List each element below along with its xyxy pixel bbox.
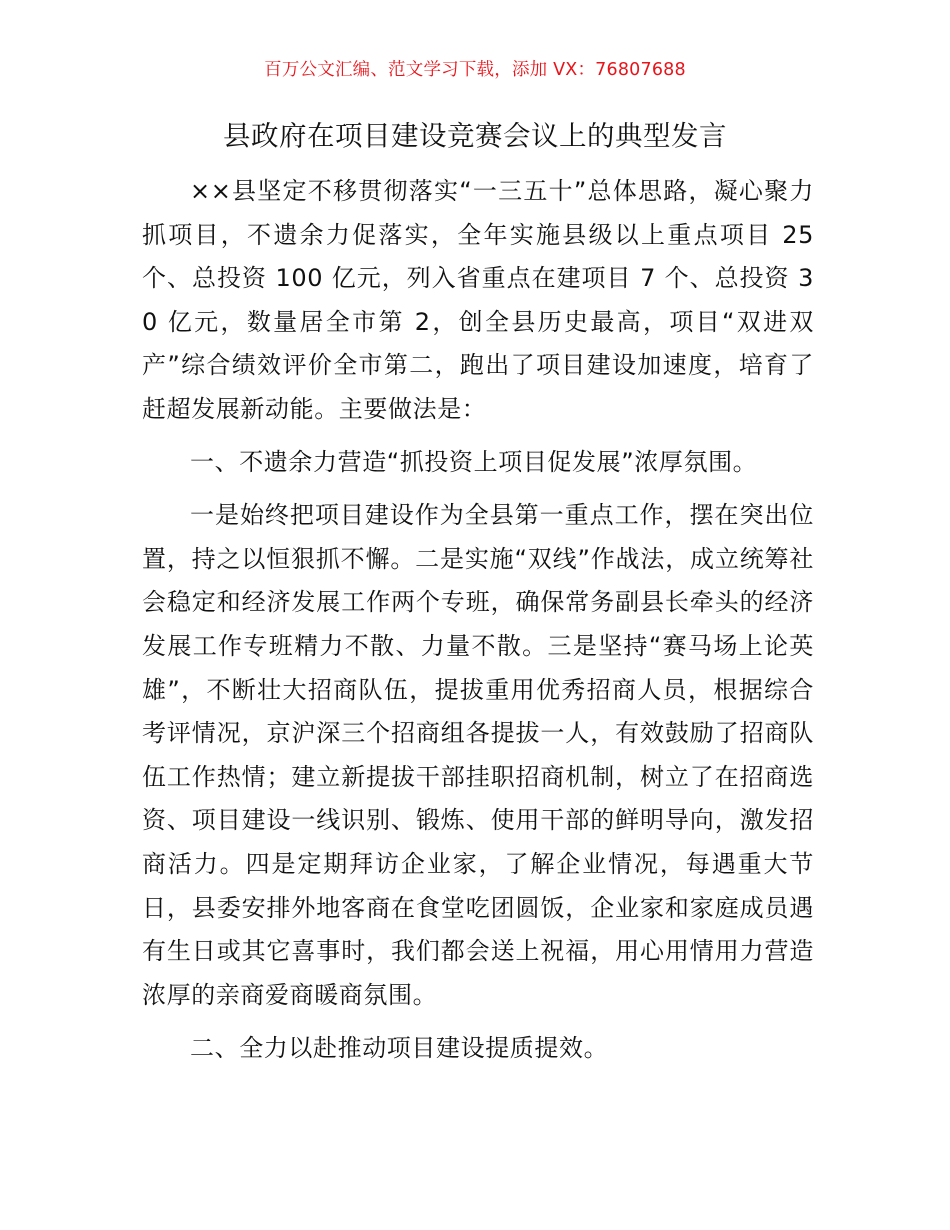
promo-banner: 百万公文汇编、范文学习下载，添加 VX：76807688	[264, 60, 686, 80]
document-title: 县政府在项目建设竞赛会议上的典型发言	[223, 120, 727, 152]
section-heading-2: 二、全力以赴推动项目建设提质提效。	[190, 1034, 609, 1063]
section-heading-1: 一、不遗余力营造“抓投资上项目促发展”浓厚氛围。	[190, 447, 758, 476]
document-body	[142, 170, 814, 1071]
section-1-paragraph: 一是始终把项目建设作为全县第一重点工作，摆在突出位置，持之以恒狠抓不懈。二是实施“双线”作战法，成立统筹社会稳定和经济发展工作两个专班，确保常务副县长牵头的经济发展工作专班精力不散、力量不散。三是坚持“赛马场上论英雄”，不断壮大招商队伍，提拔重用优秀招商人员，根据综合考评情况，京沪深三个招商组各提拔一人，有效鼓励了招商队伍工作热情；建立新提拔干部挂职招商机制，树立了在招商选资、项目建设一线识别、锻炼、使用干部的鲜明导向，激发招商活力。四是定期拜访企业家，了解企业情况，每遇重大节日，县委安排外地客商在食堂吃团圆饭，企业家和家庭成员遇有生日或其它喜事时，我们都会送上祝福，用心用情用力营造浓厚的亲商爱商暖商氛围。	[142, 501, 814, 1009]
intro-paragraph: ××县坚定不移贯彻落实“一三五十”总体思路，凝心聚力抓项目，不遗余力促落实，全年实施县级以上重点项目 25 个、总投资 100 亿元，列入省重点在建项目 7 个、总投资 30 亿元，数量居全市第 2，创全县历史最高，项目“双进双产”综合绩效评价全市第二，跑出了项目建设加速度，培育了赶超发展新动能。主要做法是：	[142, 177, 814, 423]
